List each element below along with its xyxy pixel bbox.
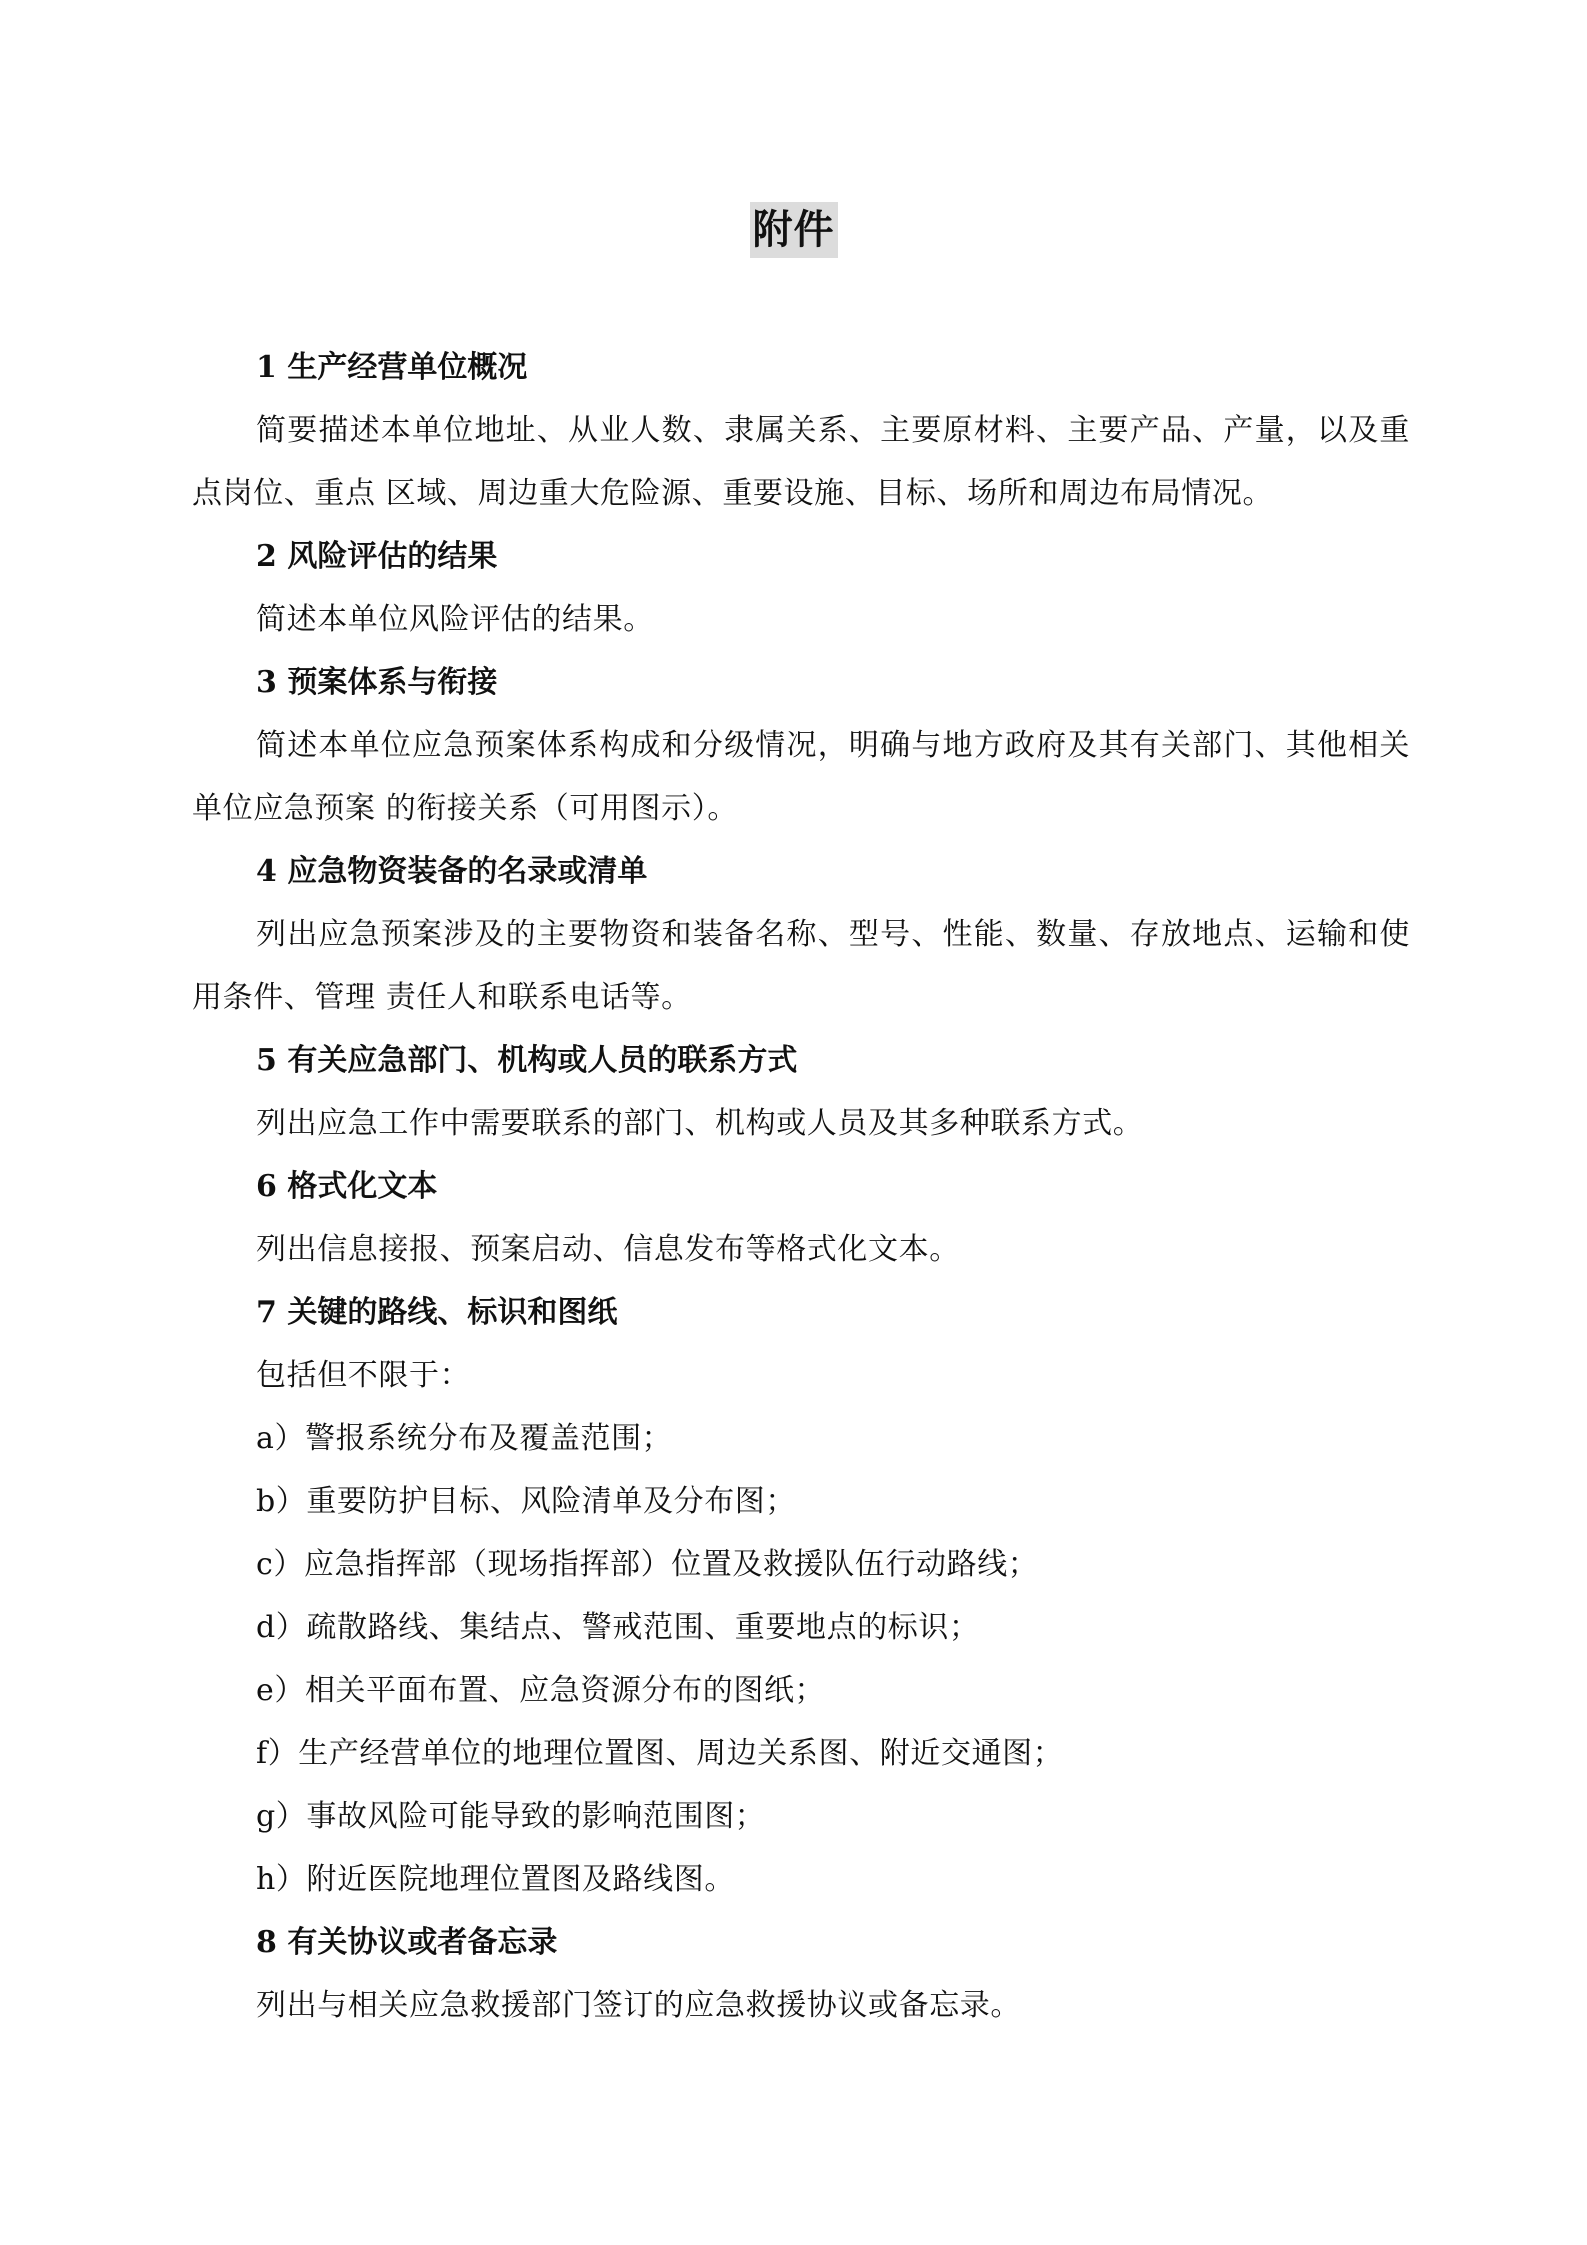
section-6-text: 列出信息接报、预案启动、信息发布等格式化文本。 <box>256 1232 960 1267</box>
page-title: 附件 <box>750 202 838 258</box>
document-body <box>192 336 1410 2037</box>
section-6-heading: 6 格式化文本 <box>256 1169 438 1204</box>
section-4-heading: 4 应急物资装备的名录或清单 <box>256 854 648 889</box>
section-2-text: 简述本单位风险评估的结果。 <box>256 602 654 637</box>
section-3-heading: 3 预案体系与衔接 <box>256 665 498 700</box>
section-1-heading: 1 生产经营单位概况 <box>256 350 528 385</box>
list-item-f: f）生产经营单位的地理位置图、周边关系图、附近交通图； <box>256 1736 1064 1771</box>
section-8-heading: 8 有关协议或者备忘录 <box>256 1925 558 1960</box>
section-3-text: 简述本单位应急预案体系构成和分级情况，明确与地方政府及其有关部门、其他相关单位应急预案 的衔接关系（可用图示）。 <box>192 728 1410 826</box>
title-container <box>0 202 1587 258</box>
list-item-e: e）相关平面布置、应急资源分布的图纸； <box>256 1673 826 1708</box>
section-5-text: 列出应急工作中需要联系的部门、机构或人员及其多种联系方式。 <box>256 1106 1144 1141</box>
list-item-h: h）附近医院地理位置图及路线图。 <box>256 1862 735 1897</box>
section-8-text: 列出与相关应急救援部门签订的应急救援协议或备忘录。 <box>256 1988 1021 2023</box>
section-1-text: 简要描述本单位地址、从业人数、隶属关系、主要原材料、主要产品、产量，以及重点岗位、重点 区域、周边重大危险源、重要设施、目标、场所和周边布局情况。 <box>192 413 1410 511</box>
section-4-text: 列出应急预案涉及的主要物资和装备名称、型号、性能、数量、存放地点、运输和使用条件、管理 责任人和联系电话等。 <box>192 917 1410 1015</box>
section-5-heading: 5 有关应急部门、机构或人员的联系方式 <box>256 1043 798 1078</box>
list-item-a: a）警报系统分布及覆盖范围； <box>256 1421 673 1456</box>
list-item-d: d）疏散路线、集结点、警戒范围、重要地点的标识； <box>256 1610 980 1645</box>
list-item-c: c）应急指挥部（现场指挥部）位置及救援队伍行动路线； <box>256 1547 1039 1582</box>
list-item-b: b）重要防护目标、风险清单及分布图； <box>256 1484 797 1519</box>
section-2-heading: 2 风险评估的结果 <box>256 539 498 574</box>
list-item-g: g）事故风险可能导致的影响范围图； <box>256 1799 766 1834</box>
section-7-text: 包括但不限于： <box>256 1358 471 1393</box>
section-7-heading: 7 关键的路线、标识和图纸 <box>256 1295 618 1330</box>
